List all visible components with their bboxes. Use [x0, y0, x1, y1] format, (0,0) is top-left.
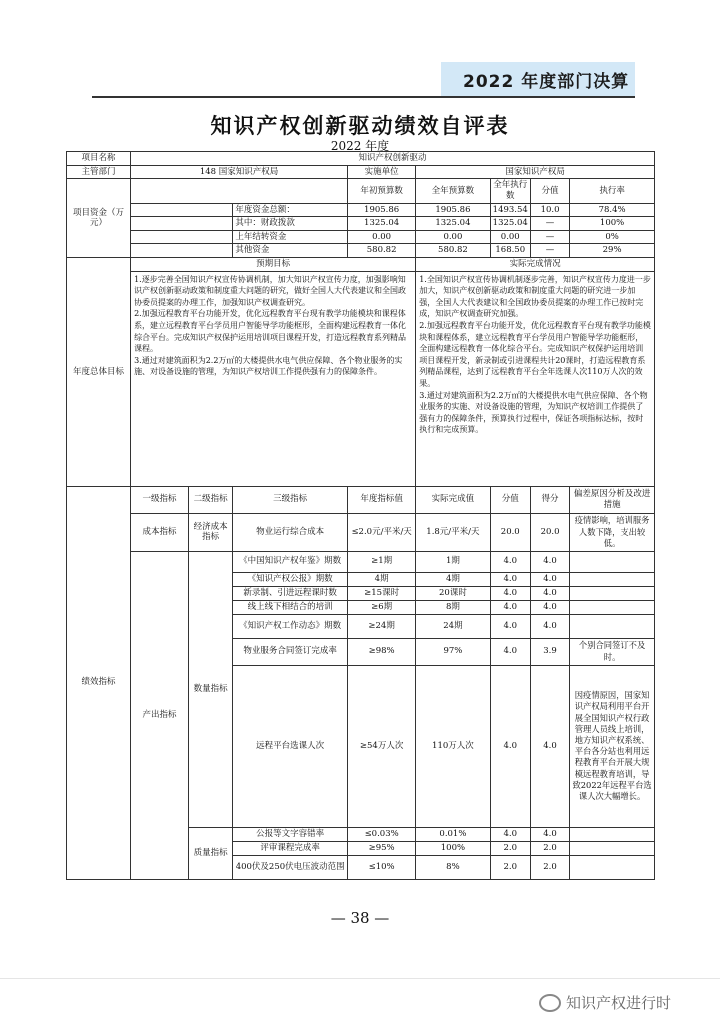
funds-cell: —: [530, 217, 569, 231]
indicator-name: 新录制、引进远程课时数: [233, 586, 348, 600]
funds-row: [67, 203, 655, 217]
header-tag: 2022 年度部门决算: [463, 72, 630, 92]
watermark: [539, 992, 671, 1013]
funds-cell: 78.4%: [570, 203, 655, 217]
funds-cell: 1905.86: [416, 203, 490, 217]
indicator-note: 个别合同签订不及时。: [570, 638, 655, 665]
indicator-target: ≥95%: [348, 841, 416, 855]
indicator-actual: 20课时: [416, 586, 490, 600]
cost-level1: 成本指标: [131, 513, 189, 551]
cost-level2: 经济成本指标: [188, 513, 232, 551]
funds-cell: 1493.54: [490, 203, 530, 217]
quantity-label: 数量指标: [188, 551, 232, 827]
perf-header: 偏差原因分析及改进措施: [570, 486, 655, 513]
page-number: — 38 —: [330, 909, 390, 927]
indicator-actual: 110万人次: [416, 665, 490, 827]
funds-header: 全年预算数: [416, 179, 490, 203]
indicator-target: ≥98%: [348, 638, 416, 665]
funds-cell: 0.00: [490, 230, 530, 244]
indicator-actual: 100%: [416, 841, 490, 855]
indicator-actual: 97%: [416, 638, 490, 665]
indicator-note: [570, 551, 655, 572]
funds-cell: 168.50: [490, 244, 530, 258]
header-rule: [92, 96, 635, 98]
indicator-actual: 0.01%: [416, 827, 490, 841]
project-value: 知识产权创新驱动: [131, 152, 655, 166]
funds-cell: 1325.04: [490, 217, 530, 231]
indicator-score: 4.0: [530, 665, 569, 827]
indicator-score: 4.0: [530, 827, 569, 841]
perf-header: 分值: [490, 486, 530, 513]
indicator-score: 4.0: [530, 572, 569, 586]
indicator-name: 公报等文字容错率: [233, 827, 348, 841]
indicator-score-value: 4.0: [490, 551, 530, 572]
dept-row: [67, 165, 655, 179]
page-title: 知识产权创新驱动绩效自评表: [210, 113, 510, 138]
indicator-score: 2.0: [530, 841, 569, 855]
funds-cell: 0.00: [416, 230, 490, 244]
indicator-actual: 24期: [416, 614, 490, 638]
cost-indicator: 物业运行综合成本: [233, 513, 348, 551]
project-row: [67, 152, 655, 166]
cost-note: 疫情影响，培训服务人数下降，支出较低。: [570, 513, 655, 551]
footer-divider: [0, 978, 720, 979]
funds-cell: —: [530, 230, 569, 244]
funds-row-name: 其中：财政拨款: [233, 217, 348, 231]
indicator-score: 4.0: [530, 614, 569, 638]
funds-row: [67, 244, 655, 258]
dept-value: 148 国家知识产权局: [131, 165, 348, 179]
indicator-target: ≥1期: [348, 551, 416, 572]
indicator-name: 400伏及250伏电压波动范围: [233, 855, 348, 879]
funds-cell: 0%: [570, 230, 655, 244]
indicator-score: 4.0: [530, 586, 569, 600]
funds-cell: 580.82: [348, 244, 416, 258]
funds-row-name: 年度资金总额：: [233, 203, 348, 217]
indicator-score-value: 4.0: [490, 827, 530, 841]
indicator-name: 线上线下相结合的培训: [233, 600, 348, 614]
indicator-note: [570, 827, 655, 841]
funds-row: [67, 230, 655, 244]
indicator-score: 4.0: [530, 600, 569, 614]
funds-row-name: 上年结转资金: [233, 230, 348, 244]
indicator-score-value: 4.0: [490, 614, 530, 638]
goals-label: 年度总体目标: [67, 258, 131, 487]
indicator-row: [67, 551, 655, 572]
indicator-actual: 8期: [416, 600, 490, 614]
indicator-actual: 8%: [416, 855, 490, 879]
indicator-target: ≤0.03%: [348, 827, 416, 841]
funds-cell: 1325.04: [416, 217, 490, 231]
perf-header-row: [67, 486, 655, 513]
funds-cell: 100%: [570, 217, 655, 231]
funds-header: 执行率: [570, 179, 655, 203]
header-tag-box: [441, 62, 635, 96]
cost-score: 20.0: [530, 513, 569, 551]
watermark-text: 知识产权进行时: [566, 994, 672, 1012]
perf-header: 年度指标值: [348, 486, 416, 513]
indicator-note: 因疫情原因，国家知识产权局利用平台开展全国知识产权行政管理人员线上培训，地方知识产权系统、平台各分站也利用远程教育平台开展大规模远程教育培训，导致2022年远程平台选课人次大幅增长。: [570, 665, 655, 827]
funds-header: 全年执行数: [490, 179, 530, 203]
perf-header: 实际完成值: [416, 486, 490, 513]
indicator-actual: 4期: [416, 572, 490, 586]
goals-row: [67, 271, 655, 486]
goals-header-row: [67, 258, 655, 272]
evaluation-table: [66, 151, 655, 880]
expected-goals: 1.逐步完善全国知识产权宣传协调机制，加大知识产权宣传力度，加强影响知识产权创新驱动政策和制度重大问题的研究，做好全国人大代表建议和全国政协委员提案的办理工作，加强知识产权调查研究。 2.加强远程教育平台功能开发，优化远程教育平台现有教学功能模块和课程体系，建立远程教育平台学员用户智能导学功能框形，全面构建远程教育一体化综合平台。完成知识产权保护运用培训项目课程开发，打造远程教育系列精品课程。 3.通过对建筑面积为2.2万㎡的大楼提供水电气供应保障、各个物业服务的实施、对设备设施的管理，为知识产权培训工作提供强有力的保障条件。: [131, 271, 416, 486]
indicator-name: 物业服务合同签订完成率: [233, 638, 348, 665]
actual-header: 实际完成情况: [416, 258, 655, 272]
funds-header-row: [67, 179, 655, 203]
quality-label: 质量指标: [188, 827, 232, 879]
indicator-actual: 1期: [416, 551, 490, 572]
indicator-score: 3.9: [530, 638, 569, 665]
indicator-score-value: 4.0: [490, 572, 530, 586]
cost-score-value: 20.0: [490, 513, 530, 551]
perf-header: 三级指标: [233, 486, 348, 513]
indicator-score-value: 2.0: [490, 855, 530, 879]
indicator-score-value: 2.0: [490, 841, 530, 855]
cost-row: [67, 513, 655, 551]
indicator-name: 《知识产权工作动态》期数: [233, 614, 348, 638]
perf-header: 一级指标: [131, 486, 189, 513]
indicator-target: ≥15课时: [348, 586, 416, 600]
indicator-score-value: 4.0: [490, 638, 530, 665]
indicator-name: 《中国知识产权年鉴》期数: [233, 551, 348, 572]
indicator-note: [570, 614, 655, 638]
funds-cell: 1325.04: [348, 217, 416, 231]
indicator-note: [570, 841, 655, 855]
project-label: 项目名称: [67, 152, 131, 166]
indicator-score-value: 4.0: [490, 665, 530, 827]
funds-label: 项目资金（万元）: [67, 179, 131, 258]
funds-cell: —: [530, 244, 569, 258]
indicator-name: 评审课程完成率: [233, 841, 348, 855]
funds-header: 分值: [530, 179, 569, 203]
unit-value: 国家知识产权局: [416, 165, 655, 179]
indicator-target: ≥6期: [348, 600, 416, 614]
funds-cell: 1905.86: [348, 203, 416, 217]
performance-label: 绩效指标: [67, 486, 131, 879]
funds-row-name: 其他资金: [233, 244, 348, 258]
output-label: 产出指标: [131, 551, 189, 879]
dept-label: 主管部门: [67, 165, 131, 179]
indicator-note: [570, 586, 655, 600]
funds-cell: 0.00: [348, 230, 416, 244]
funds-header: 年初预算数: [348, 179, 416, 203]
funds-cell: 580.82: [416, 244, 490, 258]
indicator-target: ≥54万人次: [348, 665, 416, 827]
actual-goals: 1.全国知识产权宣传协调机制逐步完善，知识产权宣传力度进一步加大，知识产权创新驱动政策和制度重大问题的研究进一步加强，全国人大代表建议和全国政协委员提案的办理工作已按时完成，知识产权调查研究加强。 2.加强远程教育平台功能开发，优化远程教育平台现有教学功能模块和课程体系，建立远程教育平台学员用户智能导学功能框形，全面构建远程教育一体化综合平台。完成知识产权保护运用培训项目课程开发，新录制或引进课程共计20课时，打造远程教育系列精品课程，达到了远程教育平台全年选课人次110万人次的效果。 3.通过对建筑面积为2.2万㎡的大楼提供水电气供应保障、各个物业服务的实施、对设备设施的管理，为知识产权培训工作提供了强有力的保障条件，预算执行过程中，保证各项指标达标，按时执行和完成预算。: [416, 271, 655, 486]
indicator-target: ≤10%: [348, 855, 416, 879]
indicator-score-value: 4.0: [490, 600, 530, 614]
indicator-note: [570, 600, 655, 614]
unit-label: 实施单位: [348, 165, 416, 179]
cost-target: ≤2.0元/平米/天: [348, 513, 416, 551]
indicator-note: [570, 855, 655, 879]
perf-header: 二级指标: [188, 486, 232, 513]
indicator-score: 2.0: [530, 855, 569, 879]
indicator-name: 远程平台选课人次: [233, 665, 348, 827]
indicator-target: ≥24期: [348, 614, 416, 638]
indicator-target: 4期: [348, 572, 416, 586]
wechat-icon: [539, 994, 561, 1012]
perf-header: 得分: [530, 486, 569, 513]
indicator-note: [570, 572, 655, 586]
cost-actual: 1.8元/平米/天: [416, 513, 490, 551]
indicator-score-value: 4.0: [490, 586, 530, 600]
indicator-score: 4.0: [530, 551, 569, 572]
expected-header: 预期目标: [131, 258, 416, 272]
funds-row: [67, 217, 655, 231]
page-subtitle: 2022 年度: [330, 139, 390, 153]
indicator-name: 《知识产权公报》期数: [233, 572, 348, 586]
funds-cell: 29%: [570, 244, 655, 258]
funds-cell: 10.0: [530, 203, 569, 217]
